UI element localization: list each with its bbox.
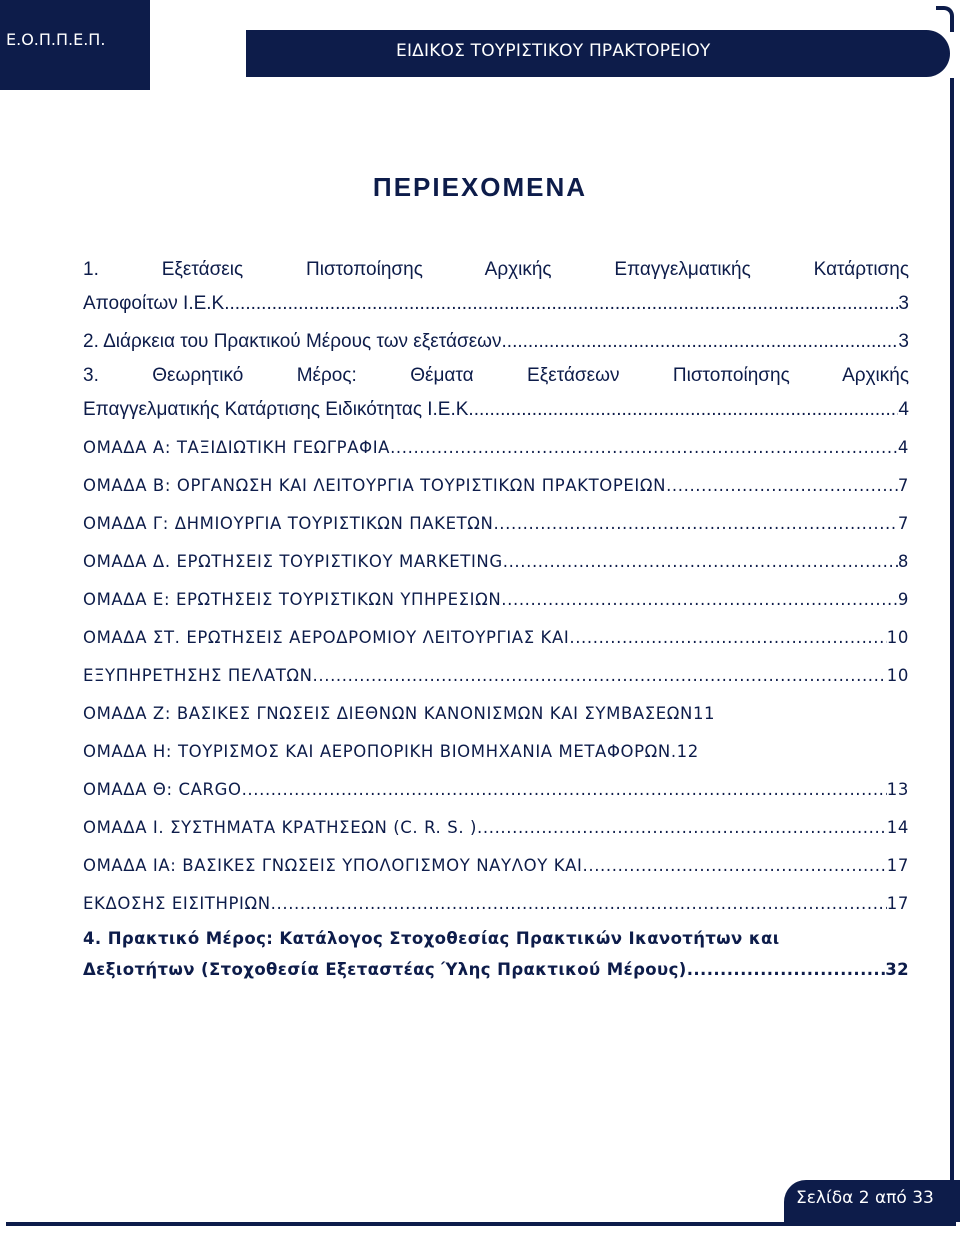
toc-entry-2-text: 2. Διάρκεια του Πρακτικού Μέρους των εξετάσεων bbox=[83, 331, 502, 352]
toc-group-ia-page: 17 bbox=[886, 856, 909, 875]
toc-entry-1-line1: 1. Εξετάσεις Πιστοποίησης Αρχικής Επαγγελματικής Κατάρτισης bbox=[83, 259, 909, 280]
toc-group-th-text: ΟΜΑΔΑ Θ: CARGO bbox=[83, 780, 242, 799]
toc-entry-2[interactable] bbox=[83, 323, 909, 361]
page-border-bottom bbox=[6, 1222, 956, 1226]
toc-leader bbox=[666, 467, 898, 505]
toc-entry-4-line2: Δεξιοτήτων (Στοχοθεσία Εξεταστέας Ύλης Πρακτικού Μέρους) bbox=[83, 960, 687, 979]
table-of-contents bbox=[83, 255, 909, 985]
header-org-box bbox=[0, 0, 150, 90]
toc-group-a[interactable] bbox=[83, 429, 909, 467]
toc-group-i[interactable] bbox=[83, 809, 909, 847]
toc-group-d-page: 8 bbox=[897, 552, 909, 571]
toc-leader bbox=[493, 505, 897, 543]
footer-page-box bbox=[784, 1180, 960, 1222]
toc-group-z[interactable] bbox=[83, 695, 909, 733]
toc-leader bbox=[313, 657, 887, 695]
toc-entry-1-page: 3 bbox=[898, 293, 909, 314]
toc-entry-4-line1: 4. Πρακτικό Μέρος: Κατάλογος Στοχοθεσίας Πρακτικών Ικανοτήτων και bbox=[83, 929, 780, 948]
page-border-corner bbox=[936, 6, 954, 32]
header-subject-bar bbox=[246, 30, 950, 77]
toc-entry-4[interactable] bbox=[83, 923, 909, 985]
toc-group-ia-2-text: ΕΚΔΟΣΗΣ ΕΙΣΙΤΗΡΙΩΝ bbox=[83, 894, 271, 913]
header-subject: ΕΙΔΙΚΟΣ ΤΟΥΡΙΣΤΙΚΟΥ ΠΡΑΚΤΟΡΕΙΟΥ bbox=[396, 41, 711, 61]
toc-group-th[interactable] bbox=[83, 771, 909, 809]
toc-group-st-2-text: ΕΞΥΠΗΡΕΤΗΣΗΣ ΠΕΛΑΤΩΝ bbox=[83, 666, 313, 685]
toc-group-h-text: ΟΜΑΔΑ Η: ΤΟΥΡΙΣΜΟΣ ΚΑΙ ΑΕΡΟΠΟΡΙΚΗ ΒΙΟΜΗΧΑΝΙΑ ΜΕΤΑΦΟΡΩΝ.12 bbox=[83, 742, 699, 761]
toc-leader bbox=[242, 771, 887, 809]
toc-leader bbox=[390, 429, 898, 467]
toc-leader bbox=[502, 323, 899, 361]
toc-leader bbox=[503, 543, 898, 581]
toc-group-ia-text: ΟΜΑΔΑ ΙΑ: ΒΑΣΙΚΕΣ ΓΝΩΣΕΙΣ ΥΠΟΛΟΓΙΣΜΟΥ ΝΑΥΛΟΥ ΚΑΙ bbox=[83, 856, 583, 875]
toc-group-st-2-page: 10 bbox=[886, 666, 909, 685]
toc-group-a-text: ΟΜΑΔΑ Α: ΤΑΞΙΔΙΩΤΙΚΗ ΓΕΩΓΡΑΦΙΑ bbox=[83, 438, 391, 457]
toc-entry-4-page: 32 bbox=[885, 960, 909, 979]
toc-group-c-text: ΟΜΑΔΑ Γ: ΔΗΜΙΟΥΡΓΙΑ ΤΟΥΡΙΣΤΙΚΩΝ ΠΑΚΕΤΩΝ bbox=[83, 514, 494, 533]
toc-leader bbox=[230, 285, 899, 323]
toc-group-st-page: 10 bbox=[886, 628, 909, 647]
header-org: Ε.Ο.Π.Π.Ε.Π. bbox=[6, 30, 106, 49]
toc-group-z-text: ΟΜΑΔΑ Ζ: ΒΑΣΙΚΕΣ ΓΝΩΣΕΙΣ ΔΙΕΘΝΩΝ ΚΑΝΟΝΙΣΜΩΝ ΚΑΙ ΣΥΜΒΑΣΕΩΝ11 bbox=[83, 704, 716, 723]
page-title: ΠΕΡΙΕΧΟΜΕΝΑ bbox=[372, 172, 588, 202]
toc-leader bbox=[501, 581, 898, 619]
toc-leader bbox=[569, 619, 886, 657]
toc-entry-2-page: 3 bbox=[898, 331, 909, 352]
toc-group-ia[interactable] bbox=[83, 847, 909, 885]
toc-entry-3-line2: Επαγγελματικής Κατάρτισης Ειδικότητας Ι.Ε.Κ. bbox=[83, 399, 474, 420]
toc-group-st-text: ΟΜΑΔΑ ΣΤ. ΕΡΩΤΗΣΕΙΣ ΑΕΡΟΔΡΟΜΙΟΥ ΛΕΙΤΟΥΡΓΙΑΣ ΚΑΙ bbox=[83, 628, 570, 647]
toc-group-b-page: 7 bbox=[897, 476, 909, 495]
toc-group-d[interactable] bbox=[83, 543, 909, 581]
toc-leader bbox=[477, 809, 887, 847]
toc-entry-3-line1: 3. Θεωρητικό Μέρος: Θέματα Εξετάσεων Πιστοποίησης Αρχικής bbox=[83, 365, 909, 386]
page-border-right bbox=[950, 78, 954, 1208]
toc-group-c-page: 7 bbox=[897, 514, 909, 533]
toc-group-e-page: 9 bbox=[897, 590, 909, 609]
toc-group-th-page: 13 bbox=[886, 780, 909, 799]
toc-entry-1[interactable] bbox=[83, 255, 909, 323]
toc-group-b[interactable] bbox=[83, 467, 909, 505]
toc-leader bbox=[583, 847, 887, 885]
toc-group-i-text: ΟΜΑΔΑ Ι. ΣΥΣΤΗΜΑΤΑ ΚΡΑΤΗΣΕΩΝ (C. R. S. ) bbox=[83, 818, 478, 837]
footer-page-label: Σελίδα 2 από 33 bbox=[796, 1188, 934, 1208]
toc-entry-3[interactable] bbox=[83, 361, 909, 429]
toc-group-ia-2-page: 17 bbox=[886, 894, 909, 913]
toc-group-b-text: ΟΜΑΔΑ Β: ΟΡΓΑΝΩΣΗ ΚΑΙ ΛΕΙΤΟΥΡΓΙΑ ΤΟΥΡΙΣΤΙΚΩΝ ΠΡΑΚΤΟΡΕΙΩΝ bbox=[83, 476, 667, 495]
toc-group-st[interactable] bbox=[83, 619, 909, 657]
toc-group-c[interactable] bbox=[83, 505, 909, 543]
toc-group-a-page: 4 bbox=[897, 438, 909, 457]
toc-group-ia-2[interactable] bbox=[83, 885, 909, 923]
toc-group-e-text: ΟΜΑΔΑ Ε: ΕΡΩΤΗΣΕΙΣ ΤΟΥΡΙΣΤΙΚΩΝ ΥΠΗΡΕΣΙΩΝ bbox=[83, 590, 502, 609]
toc-entry-3-page: 4 bbox=[898, 399, 909, 420]
toc-group-e[interactable] bbox=[83, 581, 909, 619]
toc-entry-1-line2: Αποφοίτων Ι.Ε.Κ. bbox=[83, 293, 230, 314]
toc-leader bbox=[687, 955, 886, 985]
toc-group-d-text: ΟΜΑΔΑ Δ. ΕΡΩΤΗΣΕΙΣ ΤΟΥΡΙΣΤΙΚΟΥ MARKETING bbox=[83, 552, 503, 571]
toc-leader bbox=[474, 391, 899, 429]
toc-group-i-page: 14 bbox=[886, 818, 909, 837]
toc-group-st-2[interactable] bbox=[83, 657, 909, 695]
toc-leader bbox=[271, 885, 887, 923]
toc-group-h[interactable] bbox=[83, 733, 909, 771]
